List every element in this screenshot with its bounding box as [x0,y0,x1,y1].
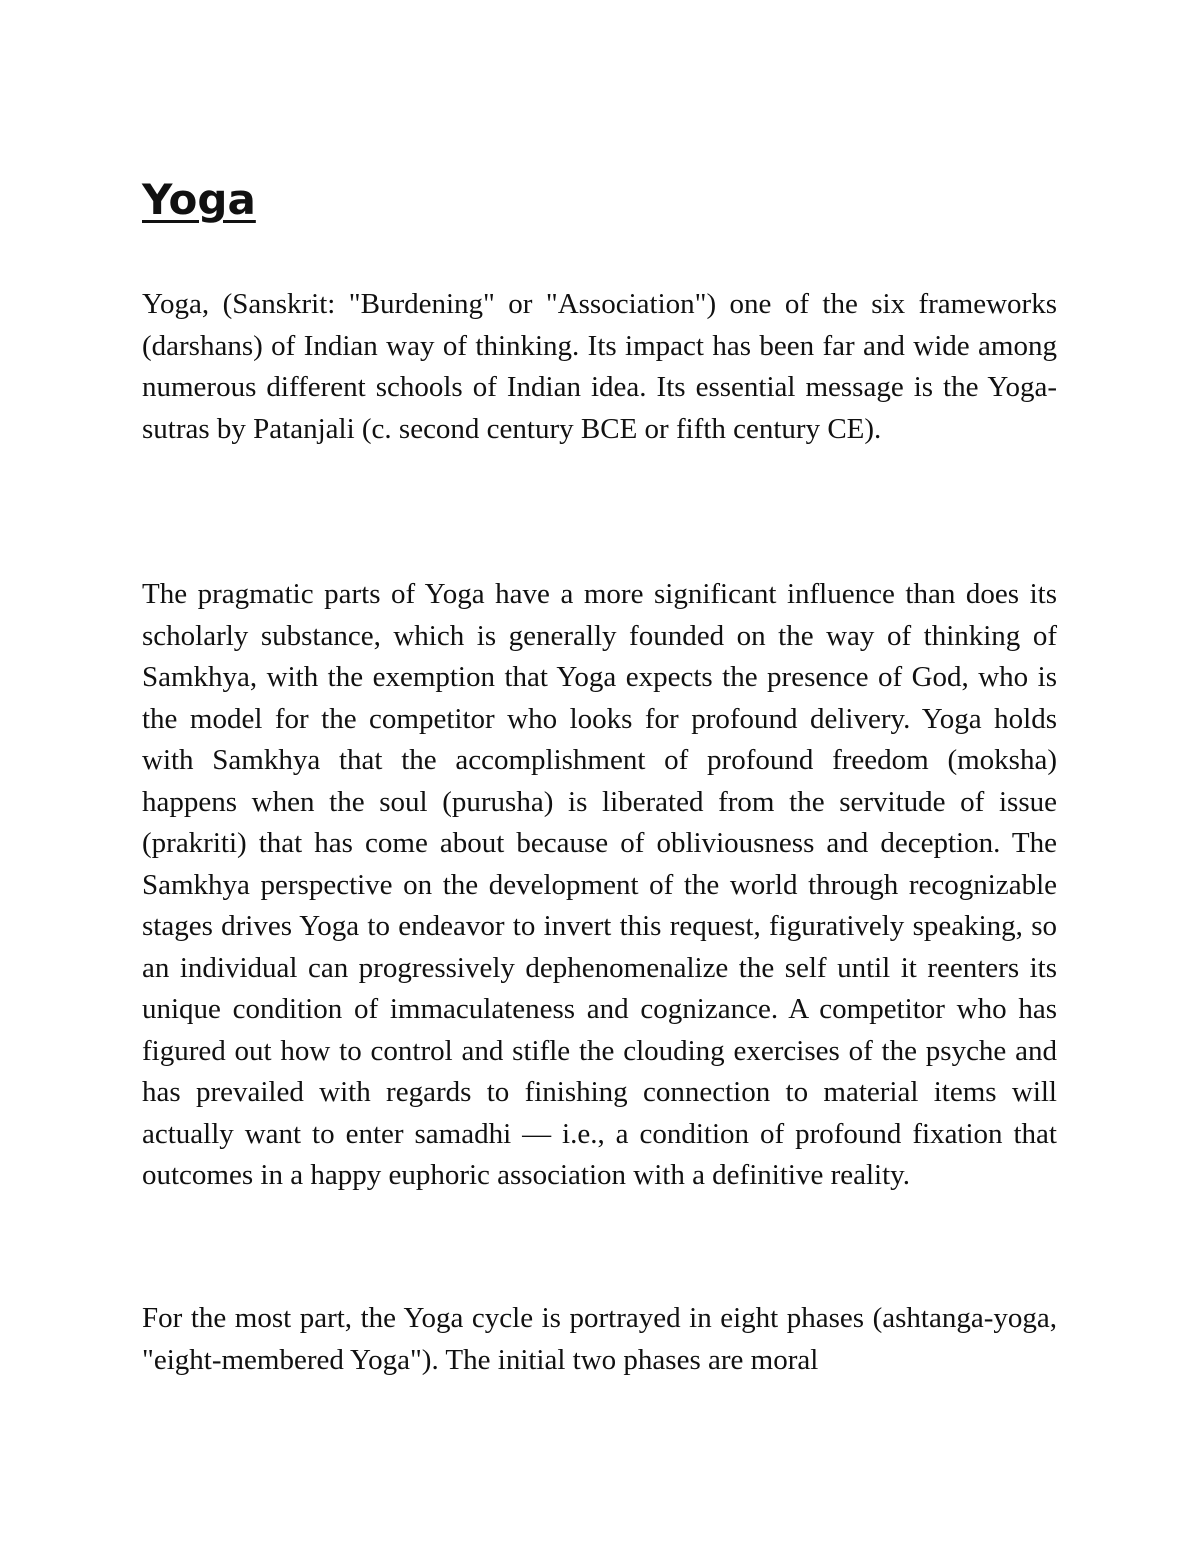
paragraph-eight-phases: For the most part, the Yoga cycle is portrayed in eight phases (ashtanga-yoga, "eight-membered Yoga"). The initial two phases are moral [142,1302,1057,1376]
paragraph-intro: Yoga, (Sanskrit: "Burdening" or "Association") one of the six frameworks (darshans) of Indian way of thinking. Its impact has been far and wide among numerous different schools of Indian idea. Its essential message is the Yoga-sutras by Patanjali (c. second century BCE or fifth century CE). [142,288,1057,445]
document-title: Yoga [142,175,256,224]
paragraph-pragmatic-parts: The pragmatic parts of Yoga have a more significant influence than does its scholarly substance, which is generally founded on the way of thinking of Samkhya, with the exemption that Yoga expects the presence of God, who is the model for the competitor who looks for profound delivery. Yoga holds with Samkhya that the accomplishment of profound freedom (moksha) happens when the soul (purusha) is liberated from the servitude of issue (prakriti) that has come about because of obliviousness and deception. The Samkhya perspective on the development of the world through recognizable stages drives Yoga to endeavor to invert this request, figuratively speaking, so an individual can progressively dephenomenalize the self until it reenters its unique condition of immaculateness and cognizance. A competitor who has figured out how to control and stifle the clouding exercises of the psyche and has prevailed with regards to finishing connection to material items will actually want to enter samadhi — i.e., a condition of profound fixation that outcomes in a happy euphoric association with a definitive reality. [142,578,1057,1191]
